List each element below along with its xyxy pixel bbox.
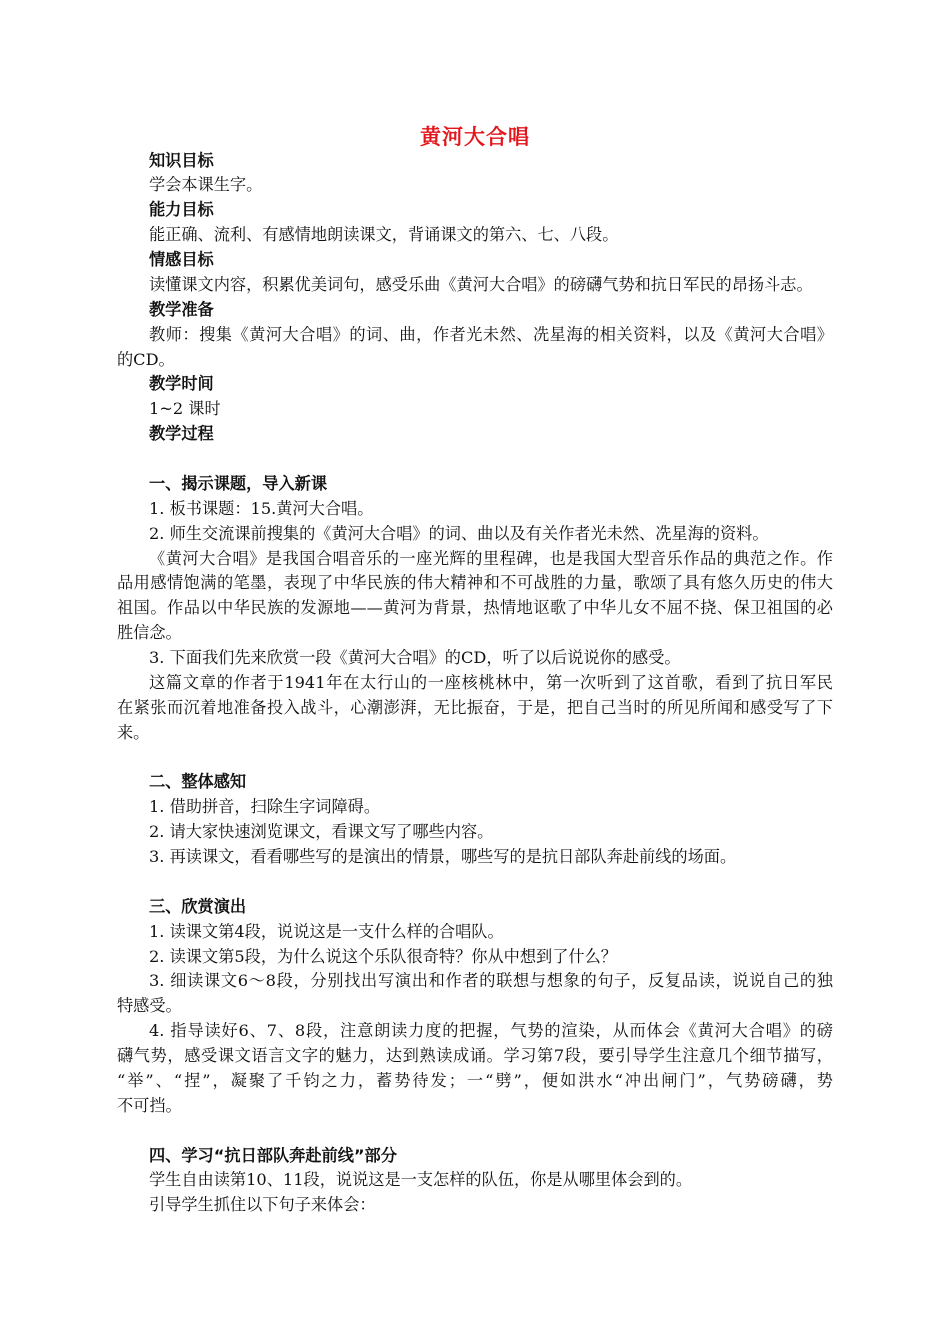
section-3-line: 3. 细读课文6～8段，分别找出写演出和作者的联想与想象的句子，反复品读，说说自己的独	[149, 971, 833, 991]
section-3-line: 不可挡。	[117, 1095, 182, 1115]
section-3-line: 1. 读课文第4段，说说这是一支什么样的合唱队。	[149, 921, 504, 941]
section-1-line: 1. 板书课题：15.黄河大合唱。	[149, 498, 374, 518]
section-2-heading: 二、整体感知	[149, 772, 247, 792]
section-3-line: 4. 指导读好6、7、8段，注意朗读力度的把握，气势的渲染，从而体会《黄河大合唱》的磅	[149, 1021, 833, 1041]
emotion-objective-text: 读懂课文内容，积累优美词句，感受乐曲《黄河大合唱》的磅礴气势和抗日军民的昂扬斗志。	[149, 274, 813, 294]
paragraph-spacer	[117, 1119, 833, 1144]
section-1-line: 在紧张而沉着地准备投入战斗，心潮澎湃，无比振奋，于是，把自己当时的所见所闻和感受写了下	[117, 697, 833, 717]
section-2-line: 3. 再读课文，看看哪些写的是演出的情景，哪些写的是抗日部队奔赴前线的场面。	[149, 847, 737, 866]
section-1-line: 来。	[117, 722, 150, 742]
section-4-line: 引导学生抓住以下句子来体会：	[149, 1195, 376, 1215]
section-1-heading: 一、揭示课题，导入新课	[149, 473, 328, 493]
section-2-line: 2. 请大家快速浏览课文，看课文写了哪些内容。	[149, 822, 494, 842]
section-1-line: 《黄河大合唱》是我国合唱音乐的一座光辉的里程碑，也是我国大型音乐作品的典范之作。作	[149, 548, 833, 568]
section-2-line: 1. 借助拼音，扫除生字词障碍。	[149, 797, 381, 817]
section-4-heading: 四、学习“抗日部队奔赴前线”部分	[149, 1145, 397, 1165]
emotion-objective-heading: 情感目标	[149, 250, 214, 269]
process-heading: 教学过程	[149, 424, 214, 444]
section-3-line: 特感受。	[117, 996, 182, 1016]
paragraph-spacer	[117, 447, 833, 472]
ability-objective-text: 能正确、流利、有感情地朗读课文，背诵课文的第六、七、八段。	[149, 225, 619, 245]
knowledge-objective-text: 学会本课生字。	[149, 175, 263, 195]
paragraph-spacer	[117, 746, 833, 771]
knowledge-objective-heading: 知识目标	[149, 150, 214, 170]
document-title: 黄河大合唱	[420, 125, 530, 149]
section-3-line: 礴气势，感受课文语言文字的魅力，达到熟读成诵。学习第7段，要引导学生注意几个细节描写，	[117, 1046, 833, 1065]
section-1-line: 这篇文章的作者于1941年在太行山的一座核桃林中，第一次听到了这首歌，看到了抗日军民	[149, 672, 833, 692]
preparation-heading: 教学准备	[149, 299, 214, 319]
preparation-line: 的CD。	[117, 349, 175, 369]
section-1-line: 祖国。作品以中华民族的发源地——黄河为背景，热情地讴歌了中华儿女不屈不挠、保卫祖国的必	[117, 598, 833, 618]
section-1-line: 胜信念。	[117, 623, 182, 643]
preparation-line: 教师：搜集《黄河大合唱》的词、曲，作者光未然、冼星海的相关资料，以及《黄河大合唱》	[149, 324, 833, 344]
schedule-heading: 教学时间	[149, 374, 214, 394]
schedule-text: 1~2 课时	[149, 399, 221, 419]
ability-objective-heading: 能力目标	[149, 200, 214, 220]
section-1-line: 2. 师生交流课前搜集的《黄河大合唱》的词、曲以及有关作者光未然、冼星海的资料。	[149, 523, 769, 543]
section-3-line: 2. 读课文第5段，为什么说这个乐队很奇特？你从中想到了什么？	[149, 946, 617, 966]
paragraph-spacer	[117, 870, 833, 895]
section-3-heading: 三、欣赏演出	[149, 896, 247, 916]
section-1-line: 3. 下面我们先来欣赏一段《黄河大合唱》的CD，听了以后说说你的感受。	[149, 648, 681, 667]
section-3-line: “举”、“捏”，凝聚了千钧之力，蓄势待发；一“劈”，便如洪水“冲出闸门”，气势磅礴，势	[117, 1070, 833, 1090]
document-body	[117, 149, 833, 1219]
section-1-line: 品用感情饱满的笔墨，表现了中华民族的伟大精神和不可战胜的力量，歌颂了具有悠久历史的伟大	[117, 573, 833, 593]
section-4-line: 学生自由读第10、11段，说说这是一支怎样的队伍，你是从哪里体会到的。	[149, 1170, 693, 1190]
